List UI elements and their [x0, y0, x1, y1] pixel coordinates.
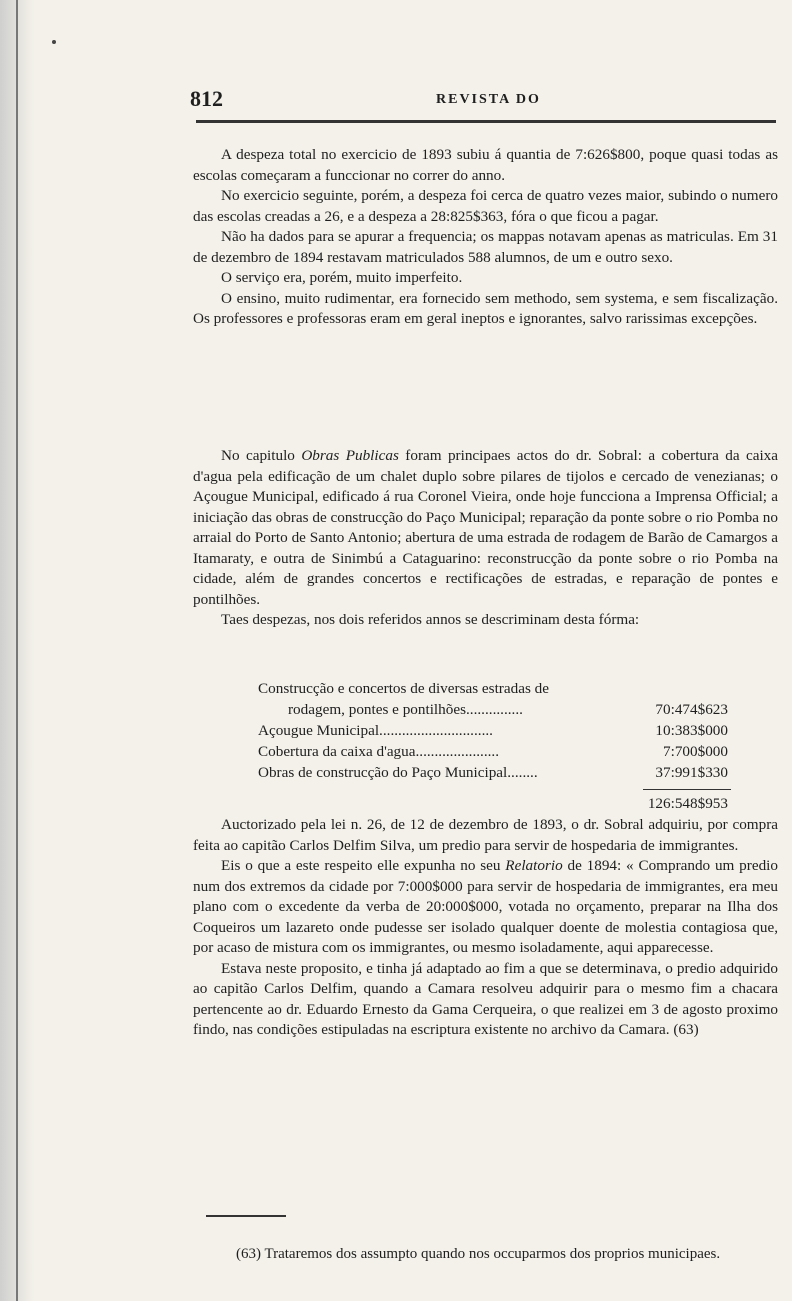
expense-value: 37:991$330	[655, 764, 728, 781]
expense-label: Cobertura da caixa d'agua......................	[258, 743, 500, 760]
expense-total: 126:548$953	[647, 795, 728, 812]
paragraph: No exercicio seguinte, porém, a despeza foi cerca de quatro vezes maior, subindo o numero das escolas creadas a 26, e a despeza a 28:825$363, fóra o que ficou a pagar.	[193, 187, 778, 225]
header-rule	[196, 120, 776, 123]
text-run: foram principaes actos do dr. Sobral: a cobertura da caixa d'agua pela edificação de um chalet duplo sobre pilares de tijolos e cercado de venezianas; o Açougue Municipal, edificado á rua Coronel Vieira, onde hoje funcciona a Imprensa Official; a iniciação das obras de construcção do Paço Municipal; reparação da ponte sobre o rio Pomba no arraial do Porto de Santo Antonio; abertura de uma estrada de rodagem de Barão de Camargos a Itamaraty, e outra de Sinimbú a Cataguarino: reconstrucção da ponte sobre o rio Pomba na cidade, além de grandes concertos e rectificações de estradas, e reparação de pontes e pontilhões.	[193, 447, 779, 608]
page-number: 812	[190, 86, 223, 111]
ink-speck	[52, 40, 56, 44]
text-run: Eis o que a este respeito elle expunha no seu	[221, 857, 506, 874]
table-row	[258, 762, 728, 783]
text-run: No capitulo	[221, 447, 302, 464]
paragraph: O ensino, muito rudimentar, era fornecido sem methodo, sem systema, e sem fiscalização. Os professores e professoras eram em geral ineptos e ignorantes, salvo rarissimas excepções.	[193, 289, 778, 327]
expense-value: 10:383$000	[655, 722, 728, 739]
expense-value: 7:700$000	[663, 743, 728, 760]
text-block-top	[193, 145, 778, 330]
footnote	[196, 1244, 770, 1264]
expense-label: Açougue Municipal..............................	[258, 722, 493, 739]
italic-run: Relatorio	[505, 857, 563, 874]
paragraph: Auctorizado pela lei n. 26, de 12 de dezembro de 1893, o dr. Sobral adquiriu, por compra feita ao capitão Carlos Delfim Silva, um predio para servir de hospedaria de immigrantes.	[193, 816, 778, 854]
table-row	[258, 699, 728, 720]
table-row	[258, 678, 728, 699]
expense-table	[258, 678, 728, 814]
expense-label: rodagem, pontes e pontilhões...............	[288, 701, 523, 718]
paragraph: O serviço era, porém, muito imperfeito.	[221, 269, 463, 286]
italic-run: Obras Publicas	[301, 447, 399, 464]
table-row	[258, 741, 728, 762]
expense-label: Construcção e concertos de diversas estradas de	[258, 680, 549, 697]
page-binding-edge	[0, 0, 34, 1301]
text-block-bottom	[193, 815, 778, 1041]
total-rule	[643, 789, 731, 790]
footnote-text: (63) Trataremos dos assumpto quando nos occuparmos dos proprios municipaes.	[236, 1246, 721, 1262]
paragraph: Não ha dados para se apurar a frequencia; os mappas notavam apenas as matriculas. Em 31 de dezembro de 1894 restavam matriculados 588 alumnos, de um e outro sexo.	[193, 228, 778, 266]
paragraph-relatorio	[193, 856, 778, 959]
text-run: de 1894: « Comprando um predio num dos extremos da cidade por 7:000$000 para servir de hospedaria de immigrantes, era meu plano com o excedente da verba de 20:000$000, votada no orçamento, preparar na Ilha dos Coqueiros um lazareto onde pudesse ser isolado qualquer doente de molestia contagiosa que, por acaso de mistura com os immigrantes, ou mesmo isoladamente, aqui apparecesse.	[193, 857, 778, 956]
expense-label: Obras de construcção do Paço Municipal........	[258, 764, 538, 781]
table-total-row	[258, 793, 728, 814]
running-title: REVISTA DO	[436, 92, 541, 107]
table-row	[258, 720, 728, 741]
text-block-obras	[193, 446, 778, 631]
paragraph: A despeza total no exercicio de 1893 subiu á quantia de 7:626$800, poque quasi todas as escolas começaram a funccionar no correr do anno.	[193, 146, 778, 184]
table-intro: Taes despezas, nos dois referidos annos se descriminam desta fórma:	[221, 611, 640, 628]
paragraph: Estava neste proposito, e tinha já adaptado ao fim a que se determinava, o predio adquirido ao capitão Carlos Delfim, quando a Camara resolveu adquirir para o mesmo fim a chacara pertencente ao dr. Eduardo Ernesto da Gama Cerqueira, o que realizei em 3 de agosto proximo findo, nas condições estipuladas na escriptura existente no archivo da Camara. (63)	[193, 959, 778, 1038]
footnote-rule	[206, 1215, 286, 1217]
expense-value: 70:474$623	[655, 701, 728, 718]
paragraph-obras-publicas	[193, 446, 778, 610]
